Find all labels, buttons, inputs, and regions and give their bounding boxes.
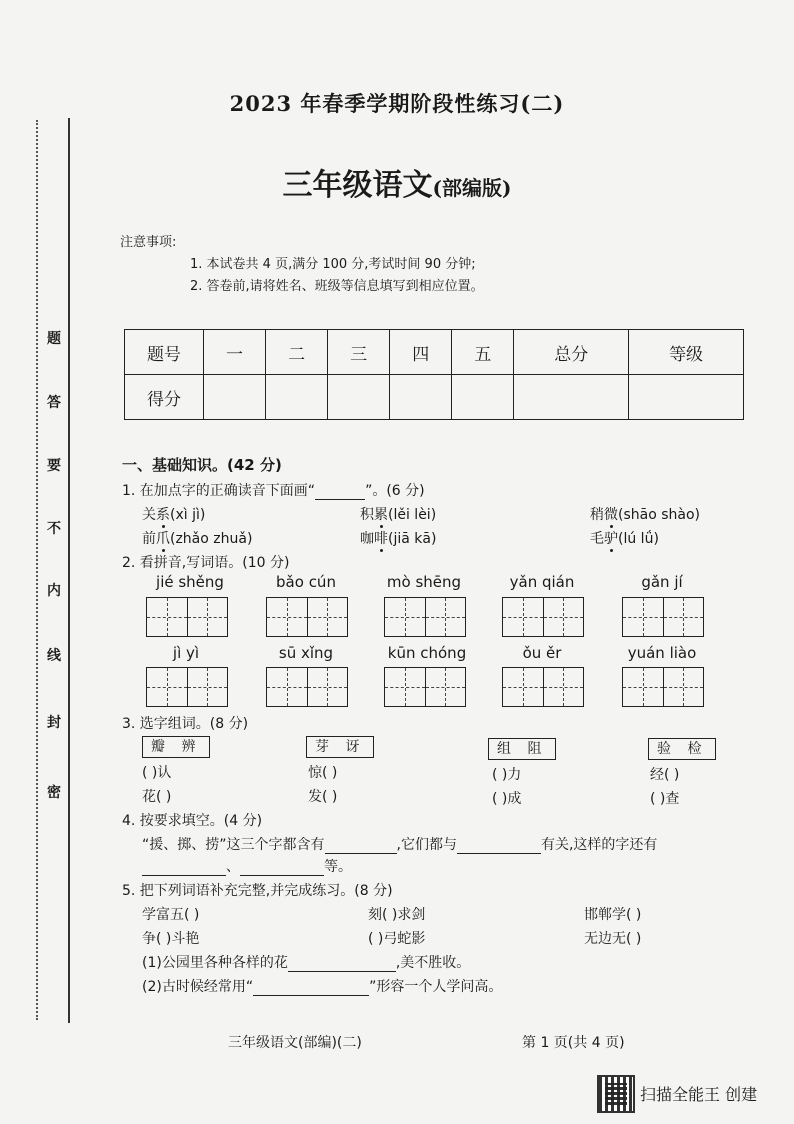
pinyin-label: kūn chóng: [387, 644, 467, 662]
fill-item[interactable]: 无边无( ): [584, 931, 642, 947]
fill-item[interactable]: 惊( ): [308, 765, 338, 781]
pinyin-label: sū xǐng: [278, 644, 334, 662]
score-cell[interactable]: [514, 375, 629, 420]
pinyin-label: ǒu ěr: [522, 644, 562, 662]
writing-grid[interactable]: [502, 667, 584, 707]
dotted-char: 啡: [374, 531, 388, 547]
pinyin-label: mò shēng: [386, 573, 462, 591]
fill-item[interactable]: ( )查: [650, 791, 680, 807]
edition: (部编版): [432, 176, 512, 200]
writing-grid[interactable]: [146, 597, 228, 637]
q1-item[interactable]: [590, 528, 659, 548]
char: 关: [142, 507, 156, 523]
qr-code-icon: [597, 1075, 635, 1113]
notes: [120, 232, 484, 298]
score-header-cell: 一: [204, 330, 266, 375]
fill-item[interactable]: 学富五( ): [142, 907, 200, 923]
pinyin-label: gǎn jí: [641, 573, 683, 591]
pinyin-options: (lú lǘ): [618, 531, 659, 547]
pinyin-options: (lěi lèi): [388, 507, 437, 523]
pinyin-options: (jiā kā): [388, 531, 437, 547]
answer-blank[interactable]: [457, 853, 541, 854]
fill-item[interactable]: 邯郸学( ): [584, 907, 642, 923]
seal-char: 内: [47, 583, 61, 599]
dotted-char: 爪: [156, 531, 170, 547]
note-item: 2. 答卷前,请将姓名、班级等信息填写到相应位置。: [190, 279, 484, 294]
subject-title: [0, 160, 794, 204]
score-header-cell: 等级: [629, 330, 744, 375]
char: 毛: [590, 531, 604, 547]
q4-text: 有关,这样的字还有: [540, 837, 658, 853]
pinyin-label: yuán liào: [627, 644, 697, 662]
note-item: 1. 本试卷共 4 页,满分 100 分,考试时间 90 分钟;: [190, 257, 476, 272]
q1-prompt-a: 1. 在加点字的正确读音下面画“: [122, 483, 316, 499]
footer-left: 三年级语文(部编)(二): [228, 1035, 362, 1051]
answer-blank[interactable]: [240, 875, 324, 876]
char: 前: [142, 531, 156, 547]
q4-line1: [142, 834, 657, 854]
writing-grid[interactable]: [384, 597, 466, 637]
q2-prompt: 2. 看拼音,写词语。(10 分): [122, 555, 290, 571]
score-cell[interactable]: [204, 375, 266, 420]
q5-sub1: [142, 952, 470, 972]
fill-item[interactable]: 经( ): [650, 767, 680, 783]
q4-text: 等。: [324, 859, 352, 875]
section-title: 一、基础知识。(42 分): [122, 456, 282, 474]
dotted-char: 系: [156, 507, 170, 523]
fill-item[interactable]: 争( )斗艳: [142, 931, 200, 947]
score-header-cell: 题号: [125, 330, 204, 375]
pinyin-options: (shāo shào): [618, 507, 700, 523]
char-choice-box: 验 检: [648, 738, 716, 760]
score-header-cell: 总分: [514, 330, 629, 375]
q4-text: “援、掷、捞”这三个字都含有: [142, 837, 325, 853]
writing-grid[interactable]: [622, 667, 704, 707]
char-choice-box: 组 阻: [488, 738, 556, 760]
fill-item[interactable]: ( )认: [142, 765, 172, 781]
writing-grid[interactable]: [384, 667, 466, 707]
q3-prompt: 3. 选字组词。(8 分): [122, 716, 249, 732]
seal-char: 线: [47, 648, 61, 664]
pinyin-options: (xì jì): [170, 507, 206, 523]
pinyin-label: bǎo cún: [276, 573, 336, 591]
score-header-row: [125, 330, 744, 375]
underline-sample: [315, 499, 365, 500]
dotted-char: 累: [374, 507, 388, 523]
score-header-cell: 二: [266, 330, 328, 375]
q1-prompt-b: ”。(6 分): [365, 483, 425, 499]
writing-grid[interactable]: [266, 667, 348, 707]
q4-line2: [142, 856, 352, 876]
scanner-watermark: 扫描全能王 创建: [640, 1085, 758, 1104]
q1-item[interactable]: [360, 528, 436, 548]
seal-char: 题: [47, 331, 61, 347]
score-header-cell: 五: [452, 330, 514, 375]
pinyin-label: jié shěng: [156, 573, 224, 591]
score-cell[interactable]: [452, 375, 514, 420]
exam-title: 2023 年春季学期阶段性练习(二): [229, 91, 565, 116]
q4-prompt: 4. 按要求填空。(4 分): [122, 813, 263, 829]
q1-prompt: [122, 480, 425, 500]
writing-grid[interactable]: [146, 667, 228, 707]
q1-item[interactable]: [360, 504, 436, 524]
binding-solid-line: [68, 118, 70, 1023]
seal-char: 答: [47, 395, 61, 411]
seal-char: 封: [47, 715, 61, 731]
footer-page: 第 1 页(共 4 页): [522, 1035, 625, 1051]
answer-blank[interactable]: [325, 853, 397, 854]
char-choice-box: 芽 讶: [306, 736, 374, 758]
q1-item[interactable]: [142, 504, 205, 524]
char: 稍: [590, 507, 604, 523]
q5-text: ”形容一个人学问高。: [369, 979, 503, 995]
answer-blank[interactable]: [253, 995, 369, 996]
char: 咖: [360, 531, 374, 547]
score-row-label: 得分: [125, 375, 204, 420]
notes-heading: 注意事项:: [120, 235, 177, 250]
dotted-char: 驴: [604, 531, 618, 547]
q5-text: ,美不胜收。: [395, 955, 471, 971]
q1-item[interactable]: [590, 504, 700, 524]
fill-item[interactable]: ( )弓蛇影: [368, 931, 426, 947]
seal-char: 密: [47, 785, 61, 801]
score-cell[interactable]: [328, 375, 390, 420]
writing-grid[interactable]: [502, 597, 584, 637]
score-value-row: [125, 375, 744, 420]
q5-prompt: 5. 把下列词语补充完整,并完成练习。(8 分): [122, 883, 393, 899]
score-cell[interactable]: [266, 375, 328, 420]
score-table: [124, 329, 744, 420]
q5-sub2: [142, 976, 502, 996]
q4-sep: 、: [226, 859, 240, 875]
q5-text: (2)古时候经常用“: [142, 979, 254, 995]
fill-item[interactable]: 刻( )求剑: [368, 907, 426, 923]
writing-grid[interactable]: [266, 597, 348, 637]
fill-item[interactable]: ( )力: [492, 767, 522, 783]
dotted-char: 微: [604, 507, 618, 523]
writing-grid[interactable]: [622, 597, 704, 637]
answer-blank[interactable]: [288, 971, 396, 972]
score-cell[interactable]: [390, 375, 452, 420]
subject-name: 三年级语文: [282, 168, 433, 203]
score-header-cell: 四: [390, 330, 452, 375]
q1-item[interactable]: [142, 528, 252, 548]
char-choice-box: 瓣 辨: [142, 736, 210, 758]
q5-text: (1)公园里各种各样的花: [142, 955, 288, 971]
answer-blank[interactable]: [142, 875, 226, 876]
pinyin-label: jì yì: [172, 644, 200, 662]
fill-item[interactable]: 发( ): [308, 789, 338, 805]
pinyin-options: (zhǎo zhuǎ): [170, 531, 253, 547]
seal-char: 要: [47, 458, 61, 474]
char: 积: [360, 507, 374, 523]
score-cell[interactable]: [629, 375, 744, 420]
fill-item[interactable]: ( )成: [492, 791, 522, 807]
fill-item[interactable]: 花( ): [142, 789, 172, 805]
score-header-cell: 三: [328, 330, 390, 375]
binding-dotted-line: [36, 120, 40, 1020]
pinyin-label: yǎn qián: [509, 573, 575, 591]
seal-char: 不: [47, 521, 61, 537]
q4-text: ,它们都与: [396, 837, 457, 853]
